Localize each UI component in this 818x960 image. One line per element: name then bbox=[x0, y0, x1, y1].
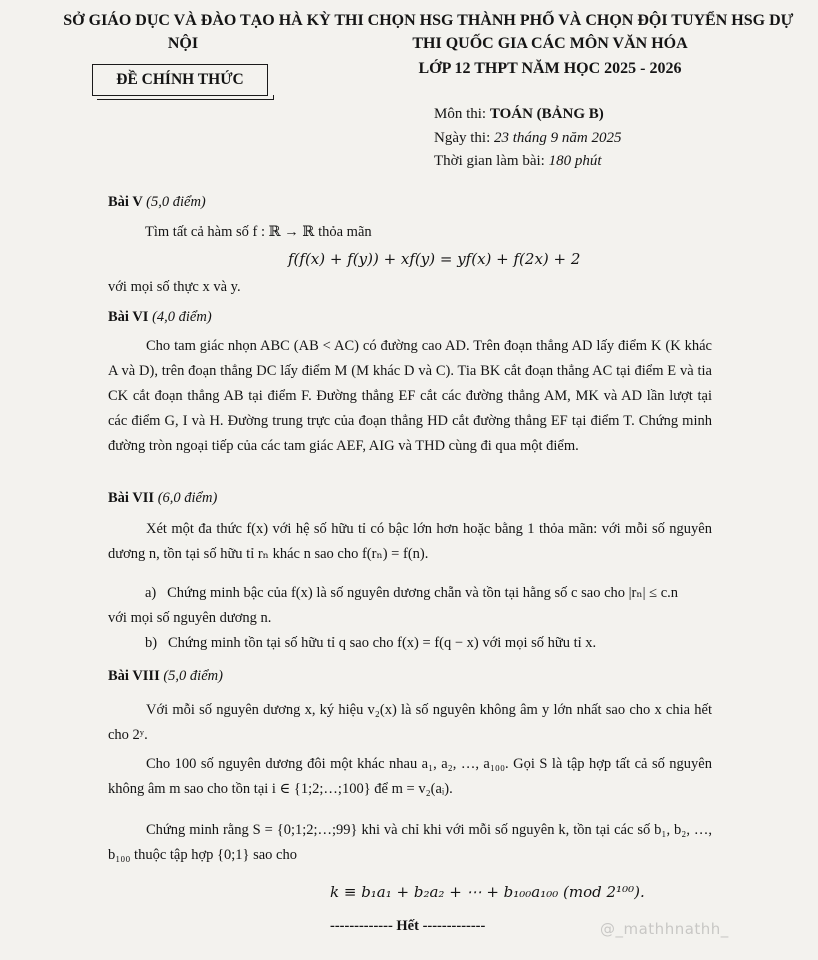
part-text: Chứng minh bậc của f(x) là số nguyên dương chẵn và tồn tại hằng số c sao cho |rₙ| ≤ c.n bbox=[167, 585, 679, 601]
problem-title: Bài V bbox=[108, 194, 143, 210]
problem-7-heading bbox=[108, 490, 217, 507]
problem-6-text: Cho tam giác nhọn ABC (AB < AC) có đường cao AD. Trên đoạn thẳng AD lấy điểm K (K khác A và D), trên đoạn thẳng DC lấy điểm M (M khác D và C). Tia BK cắt đoạn thẳng AC tại điểm E và tia CK cắt đoạn thẳng AB tại điểm F. Đường thẳng EF cắt các đường thẳng AM, MK và AD lần lượt tại các điểm G, I và H. Đường trung trực của đoạn thẳng HD cắt đường thẳng EF tại điểm T. Chứng minh đường tròn ngoại tiếp của các tam giác AEF, AIG và THD cùng đi qua một điểm. bbox=[108, 338, 712, 454]
part-label: b) bbox=[145, 635, 158, 651]
problem-title: Bài VII bbox=[108, 490, 155, 506]
subject-label: Môn thi: bbox=[434, 106, 487, 122]
problem-points: (6,0 điểm) bbox=[157, 490, 218, 506]
part-label: a) bbox=[145, 585, 157, 601]
problem-7-part-a bbox=[145, 585, 678, 602]
watermark: @_mathhnathh_ bbox=[600, 920, 729, 938]
subject-value: TOÁN (BẢNG B) bbox=[489, 106, 604, 122]
problem-8-heading bbox=[108, 668, 223, 685]
problem-title: Bài VI bbox=[108, 309, 149, 325]
problem-title: Bài VIII bbox=[108, 668, 160, 684]
date-label: Ngày thi: bbox=[434, 130, 491, 146]
official-exam-label: ĐỀ CHÍNH THỨC bbox=[92, 64, 268, 96]
problem-8-text-1: Với mỗi số nguyên dương x, ký hiệu v₂(x) là số nguyên không âm y lớn nhất sao cho x chia hết cho 2ʸ. bbox=[108, 702, 712, 743]
part-text: Chứng minh tồn tại số hữu tỉ q sao cho f(x) = f(q − x) với mọi số hữu tỉ x. bbox=[167, 635, 597, 651]
duration-line bbox=[434, 152, 602, 170]
problem-8-text-2: Cho 100 số nguyên dương đôi một khác nhau a₁, a₂, …, a₁₀₀. Gọi S là tập hợp tất cả số nguyên không âm m sao cho tồn tại i ∈ {1;2;…;100} để m = v₂(aᵢ). bbox=[108, 756, 712, 797]
date-line bbox=[434, 129, 622, 147]
exam-title: KỲ THI CHỌN HSG THÀNH PHỐ VÀ CHỌN ĐỘI TUYỂN HSG DỰ THI QUỐC GIA CÁC MÔN VĂN HÓA bbox=[306, 12, 794, 53]
problem-points: (5,0 điểm) bbox=[163, 668, 223, 684]
problem-5-intro: Tìm tất cả hàm số f : ℝ → ℝ thỏa mãn bbox=[145, 224, 372, 240]
date-value: 23 tháng 9 năm 2025 bbox=[494, 130, 622, 146]
subject-line bbox=[434, 105, 604, 123]
problem-8-text-3: Chứng minh rằng S = {0;1;2;…;99} khi và chỉ khi với mỗi số nguyên k, tồn tại các số b₁, b₂, …, b₁₀₀ thuộc tập hợp {0;1} sao cho bbox=[108, 822, 712, 863]
end-marker: ------------- Hết ------------- bbox=[330, 918, 486, 934]
problem-7-part-b bbox=[145, 635, 596, 652]
duration-label: Thời gian làm bài: bbox=[434, 153, 545, 169]
exam-year: LỚP 12 THPT NĂM HỌC 2025 - 2026 bbox=[418, 60, 682, 77]
problem-6-heading bbox=[108, 309, 212, 326]
problem-5-heading bbox=[108, 194, 206, 211]
duration-value: 180 phút bbox=[548, 153, 602, 169]
problem-8-equation: k ≡ b₁a₁ + b₂a₂ + ⋯ + b₁₀₀a₁₀₀ (mod 2¹⁰⁰). bbox=[330, 883, 645, 901]
problem-5-outro: với mọi số thực x và y. bbox=[108, 279, 241, 295]
problem-points: (5,0 điểm) bbox=[146, 194, 206, 210]
problem-7-part-a-cont: với mọi số nguyên dương n. bbox=[108, 610, 272, 626]
problem-points: (4,0 điểm) bbox=[152, 309, 212, 325]
problem-5-equation: f(f(x) + f(y)) + xf(y) = yf(x) + f(2x) + 2 bbox=[288, 250, 581, 268]
department-name: SỞ GIÁO DỤC VÀ ĐÀO TẠO HÀ NỘI bbox=[63, 12, 303, 53]
problem-7-text: Xét một đa thức f(x) với hệ số hữu tỉ có bậc lớn hơn hoặc bằng 1 thỏa mãn: với mỗi số nguyên dương n, tồn tại số hữu tỉ rₙ khác n sao cho f(rₙ) = f(n). bbox=[108, 521, 712, 562]
